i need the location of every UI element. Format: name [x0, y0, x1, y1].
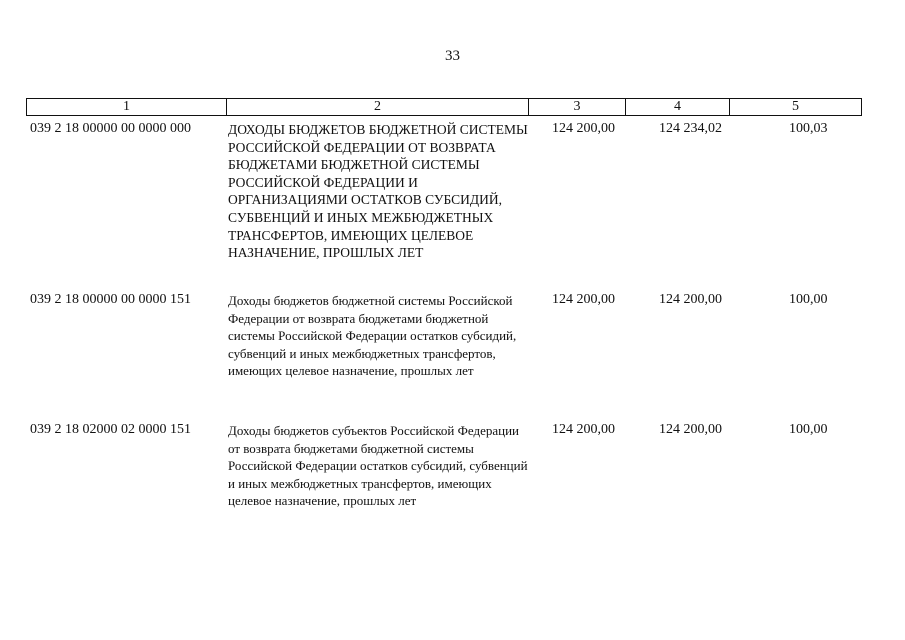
table-header — [26, 98, 862, 116]
planned-amount: 124 200,00 — [552, 422, 615, 437]
header-col-2: 2 — [227, 99, 529, 115]
income-name: ДОХОДЫ БЮДЖЕТОВ БЮДЖЕТНОЙ СИСТЕМЫ РОССИЙСКОЙ ФЕДЕРАЦИИ ОТ ВОЗВРАТА БЮДЖЕТАМИ БЮДЖЕТНОЙ СИСТЕМЫ РОССИЙСКОЙ ФЕДЕРАЦИИ И ОРГАНИЗАЦИЯМИ ОСТАТКОВ СУБСИДИЙ, СУБВЕНЦИЙ И ИНЫХ МЕЖБЮДЖЕТНЫХ ТРАНСФЕРТОВ, ИМЕЮЩИХ ЦЕЛЕВОЕ НАЗНАЧЕНИЕ, ПРОШЛЫХ ЛЕТ — [228, 122, 528, 261]
execution-percent: 100,03 — [789, 121, 828, 136]
income-name: Доходы бюджетов субъектов Российской Федерации от возврата бюджетами бюджетной системы Российской Федерации остатков субсидий, субвенций и иных межбюджетных трансфертов, имеющих целевое назначение, прошлых лет — [228, 423, 528, 508]
execution-percent: 100,00 — [789, 422, 828, 437]
planned-amount: 124 200,00 — [552, 121, 615, 136]
actual-amount: 124 200,00 — [659, 292, 722, 307]
execution-percent: 100,00 — [789, 292, 828, 307]
header-col-1: 1 — [27, 99, 227, 115]
actual-amount: 124 200,00 — [659, 422, 722, 437]
header-col-5: 5 — [792, 99, 799, 114]
header-col-3: 3 — [529, 99, 626, 115]
budget-code: 039 2 18 02000 02 0000 151 — [30, 422, 191, 437]
income-name: Доходы бюджетов бюджетной системы Российской Федерации от возврата бюджетами бюджетной системы Российской Федерации остатков субсидий, субвенций и иных межбюджетных трансфертов, имеющих целевое назначение, прошлых лет — [228, 293, 517, 378]
planned-amount: 124 200,00 — [552, 292, 615, 307]
header-col-4: 4 — [626, 99, 730, 115]
page-number: 33 — [445, 48, 460, 64]
actual-amount: 124 234,02 — [659, 121, 722, 136]
budget-code: 039 2 18 00000 00 0000 151 — [30, 292, 191, 307]
budget-code: 039 2 18 00000 00 0000 000 — [30, 121, 191, 136]
